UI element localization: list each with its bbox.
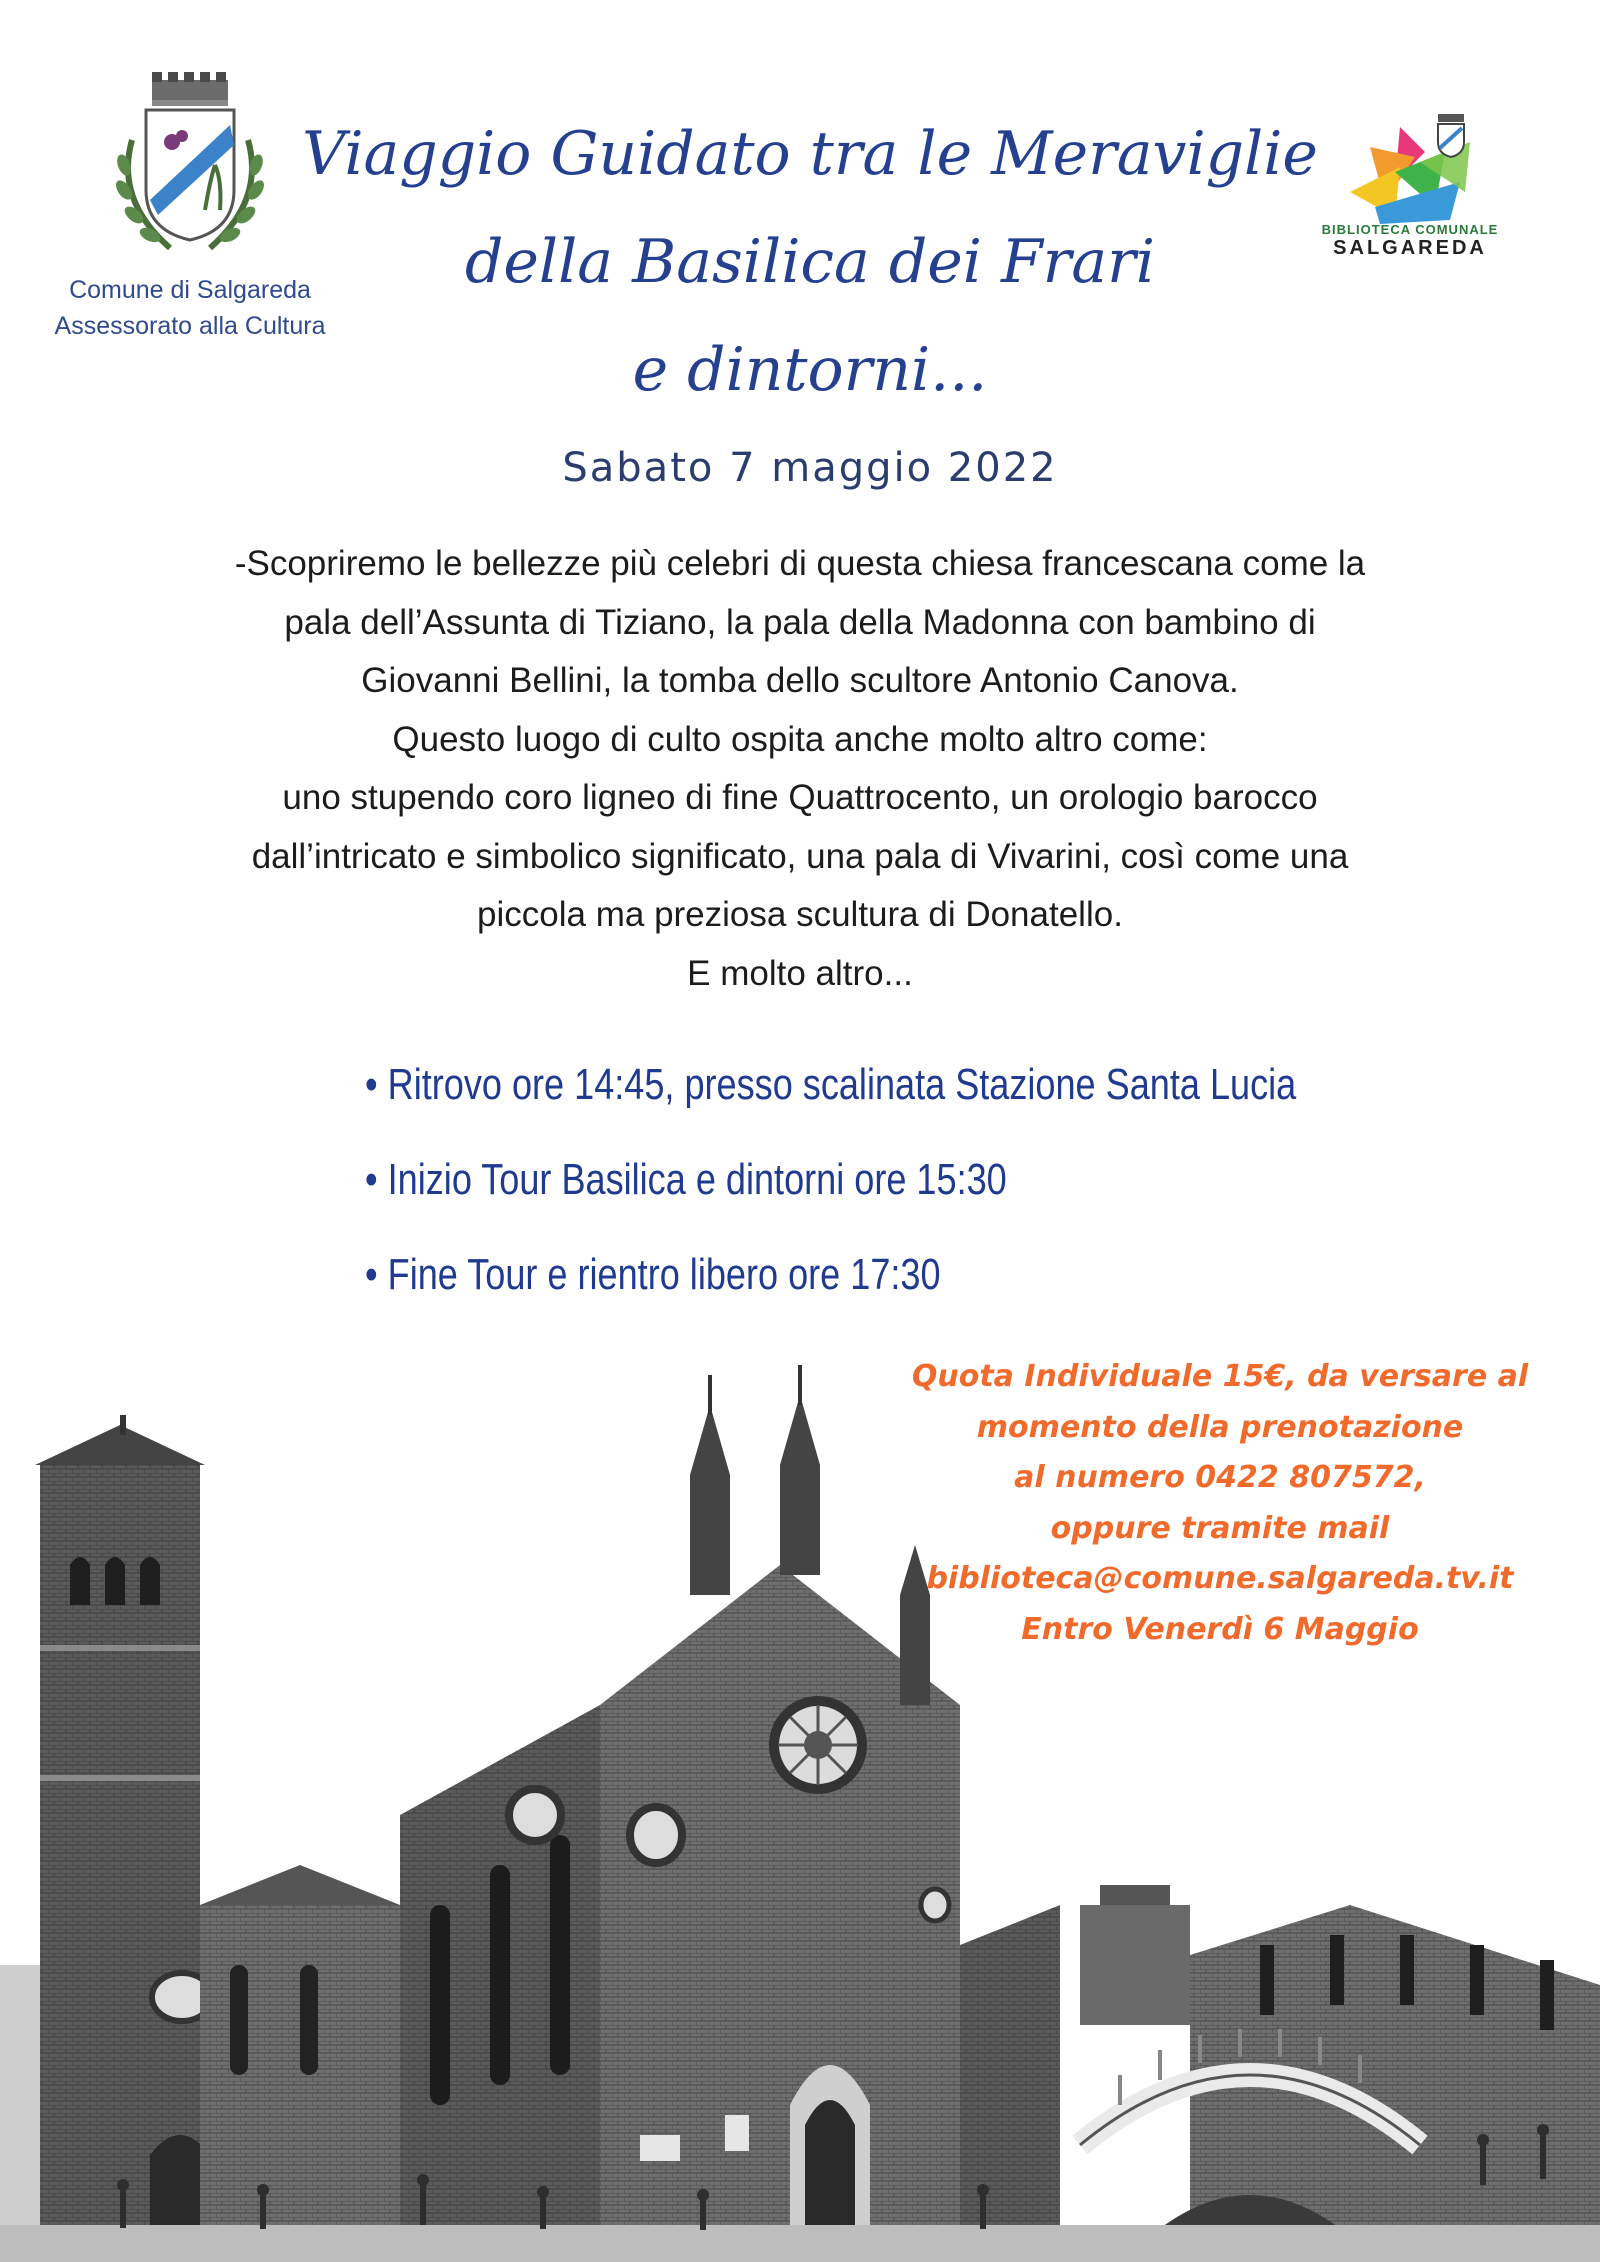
assessorato-name: Assessorato alla Cultura — [54, 312, 326, 340]
booking-line: oppure tramite mail — [1050, 1510, 1390, 1546]
schedule-item-meeting: • Ritrovo ore 14:45, presso scalinata Stazione Santa Lucia — [365, 1060, 1297, 1109]
comune-name: Comune di Salgareda — [69, 276, 311, 304]
booking-line: Quota Individuale 15€, da versare al — [911, 1359, 1529, 1394]
booking-line: momento della prenotazione — [976, 1409, 1464, 1445]
title-line-3: e dintorni... — [632, 335, 988, 405]
event-date: Sabato 7 maggio 2022 — [562, 445, 1058, 491]
library-logo-line1: BIBLIOTECA COMUNALE — [1321, 222, 1499, 237]
library-logo-text — [1300, 222, 1520, 260]
event-title — [300, 100, 1320, 424]
description-line: Giovanni Bellini, la tomba dello scultore Antonio Canova. — [361, 661, 1239, 700]
title-line-2: della Basilica dei Frari — [465, 227, 1155, 297]
booking-info — [880, 1352, 1560, 1655]
title-line-1: Viaggio Guidato tra le Meraviglie — [302, 119, 1318, 189]
description-line: dall’intricato e simbolico significato, una pala di Vivarini, così come una — [251, 836, 1349, 876]
library-logo-icon — [1340, 112, 1480, 232]
schedule-item-start: • Inizio Tour Basilica e dintorni ore 15:30 — [365, 1155, 1007, 1204]
description-line: E molto altro... — [687, 953, 913, 993]
booking-email-link[interactable]: biblioteca@comune.salgareda.tv.it — [926, 1561, 1514, 1596]
library-logo-line2: SALGAREDA — [1333, 237, 1487, 259]
schedule-list — [365, 1045, 1297, 1330]
description-line: uno stupendo coro ligneo di fine Quattrocento, un orologio barocco — [282, 778, 1318, 817]
coat-of-arms-icon — [110, 70, 270, 260]
event-description — [140, 535, 1460, 1003]
description-line: pala dell’Assunta di Tiziano, la pala della Madonna con bambino di — [284, 602, 1316, 642]
description-line: piccola ma preziosa scultura di Donatello. — [477, 895, 1123, 934]
description-line: -Scopriremo le bellezze più celebri di questa chiesa francescana come la — [234, 544, 1366, 583]
comune-label — [40, 272, 340, 344]
schedule-item-end: • Fine Tour e rientro libero ore 17:30 — [365, 1250, 941, 1299]
booking-phone: al numero 0422 807572, — [1014, 1460, 1426, 1495]
booking-deadline: Entro Venerdì 6 Maggio — [1021, 1611, 1419, 1647]
description-line: Questo luogo di culto ospita anche molto altro come: — [392, 719, 1208, 759]
